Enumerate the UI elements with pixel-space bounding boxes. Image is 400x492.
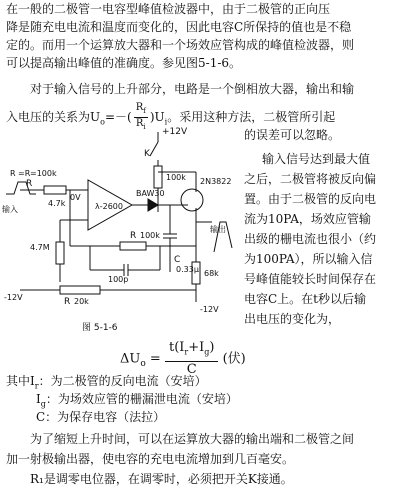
label-output: 输出: [210, 225, 226, 234]
label-opamp: λ-2600: [95, 202, 123, 211]
right-text-7: 为100PA），所以输入信: [244, 252, 373, 266]
svg-text:20k: 20k: [74, 297, 89, 306]
right-text-2: 输入信号达到最大值: [262, 152, 371, 166]
label-cval: 0.33μ: [176, 265, 199, 274]
label-input: 输入: [2, 205, 18, 214]
para1-line3: 定的。而用一个运算放大器和一个场效应管构成的峰值检波器，则: [6, 38, 355, 52]
para3-line1: 为了缩短上升时间，可以在运算放大器的输出端和二极管之间: [30, 432, 355, 446]
para3-line3: R₁是调零电位器，在调零时，必须把开关K接通。: [30, 472, 293, 486]
circuit-diagram: [0, 122, 240, 322]
right-text-4: 置。由于二极管的反向电: [244, 192, 377, 206]
right-text-1: 的误差可以忽略。: [244, 128, 341, 142]
label-4.7m: 4.7M: [30, 243, 50, 252]
label-rf-eq: R: [10, 169, 16, 178]
right-text-3: 之后，二极管将被反向偏: [244, 172, 377, 186]
para1-line1: 在一般的二极管一电容型峰值检波器中，由于二极管的正向压: [6, 2, 331, 16]
delta-u-formula: $\Delta U_o$ = $\frac{t(I_r+I_g)}{C}$ (伏): [120, 340, 246, 377]
right-text-8: 号峰值能较长时间保存在: [244, 272, 377, 286]
para2-line2: 入电压的关系为$U_o=-$( $\frac{R_f}{R_i}$ )$U_i$。采用这种方法，二极管所引起: [6, 102, 336, 131]
right-text-5: 流为10PA，场效应管输: [244, 212, 371, 226]
label-r20k: R: [64, 297, 71, 307]
label-minus12-left: -12V: [4, 293, 23, 302]
label-c: C: [174, 255, 181, 265]
def-ir: 其中$I_r$：为二极管的反向电流（安培）: [6, 374, 207, 391]
svg-text:=100k: =100k: [30, 169, 57, 178]
svg-text:100k: 100k: [140, 231, 160, 240]
right-text-9: 电容C上。在t秒以后输: [244, 292, 367, 306]
label-plus12v: +12V: [162, 127, 188, 137]
def-ig: $I_g$：为场效应管的栅漏泄电流（安培）: [36, 392, 238, 409]
figure-caption: 图 5-1-6: [82, 323, 118, 333]
label-4.7k: 4.7k: [48, 199, 66, 208]
label-68k: 68k: [204, 269, 219, 278]
para1-line2: 降是随充电电流和温度而变化的，因此电容C所保持的值也是不稳: [6, 20, 352, 34]
para3-line2: 加一射极输出器，使电容的充电电流增加到几百毫安。: [6, 452, 295, 466]
label-switch-k: K: [144, 149, 150, 159]
para1-line4: 可以提高输出峰值的准确度。参见图5-1-6。: [6, 56, 242, 70]
right-text-10: 出电压的变化为，: [244, 312, 341, 326]
label-rf: R: [26, 179, 33, 189]
label-minus12-right: -12V: [200, 305, 219, 314]
label-100p: 100p: [108, 275, 129, 284]
def-c: C：为保存电容（法拉）: [36, 410, 166, 424]
label-diode: BAW30: [136, 189, 165, 198]
label-r1: R: [130, 231, 137, 241]
label-100k: 100k: [166, 173, 186, 182]
label-0v: 0V: [70, 193, 81, 202]
label-fet: 2N3822: [200, 177, 232, 186]
svg-text:=R: =R: [18, 169, 31, 178]
right-text-6: 出级的栅电流也很小（约: [244, 232, 377, 246]
para2-line1: 对于输入信号的上升部分，电路是一个倒相放大器，输出和输: [30, 82, 355, 96]
